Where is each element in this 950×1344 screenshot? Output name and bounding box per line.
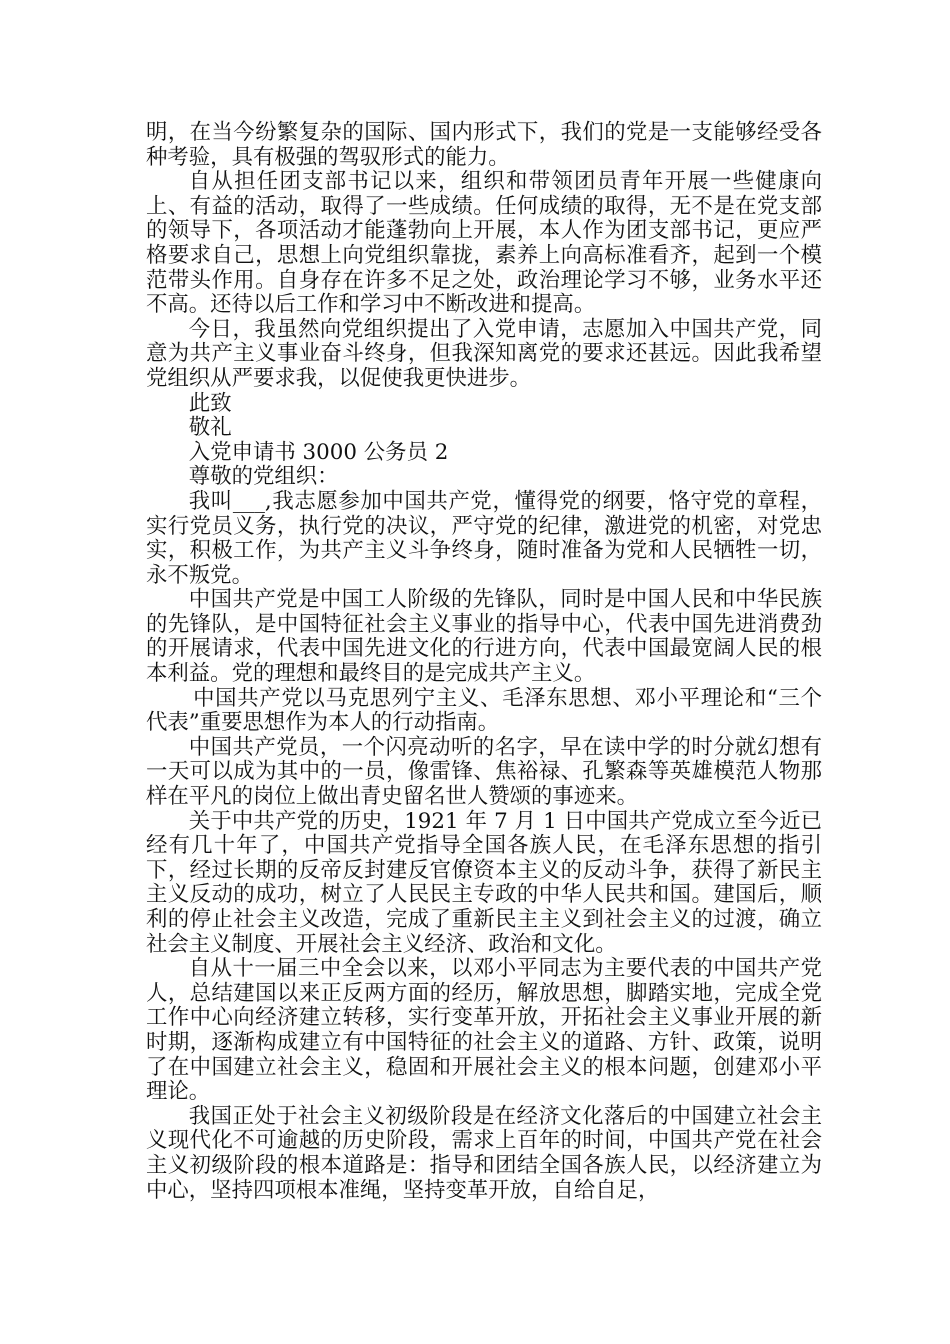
document-body [146, 121, 822, 1203]
closing-salutation-2: 敬礼 [188, 415, 232, 441]
closing-salutation-1: 此致 [188, 390, 232, 416]
paragraph: 明，在当今纷繁复杂的国际、国内形式下，我们的党是一支能够经受各种考验，具有极强的驾驭形式的能力。 [146, 120, 822, 170]
paragraph: 中国共产党是中国工人阶级的先锋队，同时是中国人民和中华民族的先锋队，是中国特征社会主义事业的指导中心，代表中国先进消费劲的开展请求，代表中国先进文化的行进方向，代表中国最宽阔人民的根本利益。党的理想和最终目的是完成共产主义。 [146, 587, 822, 687]
greeting: 尊敬的党组织： [188, 464, 339, 490]
paragraph: 我叫___,我志愿参加中国共产党，懂得党的纲要，恪守党的章程，实行党员义务，执行党的决议，严守党的纪律，激进党的机密，对党忠实，积极工作，为共产主义斗争终身，随时准备为党和人民牺牲一切，永不叛党。 [146, 488, 822, 588]
paragraph: 中国共产党员，一个闪亮动听的名字，早在读中学的时分就幻想有一天可以成为其中的一员，像雷锋、焦裕禄、孔繁森等英雄模范人物那样在平凡的岗位上做出青史留名世人赞颂的事迹来。 [146, 734, 822, 810]
section-title: 入党申请书 3000 公务员 2 [188, 439, 449, 465]
paragraph: 自从十一届三中全会以来，以邓小平同志为主要代表的中国共产党人，总结建国以来正反两方面的经历，解放思想，脚踏实地，完成全党工作中心向经济建立转移，实行变革开放，开拓社会主义事业开展的新时期，逐渐构成建立有中国特征的社会主义的道路、方针、政策，说明了在中国建立社会主义，稳固和开展社会主义的根本问题，创建邓小平理论。 [146, 956, 822, 1105]
paragraph: 自从担任团支部书记以来，组织和带领团员青年开展一些健康向上、有益的活动，取得了一些成绩。任何成绩的取得，无不是在党支部的领导下，各项活动才能蓬勃向上开展，本人作为团支部书记，更应严格要求自己，思想上向党组织靠拢，素养上向高标准看齐，起到一个模范带头作用。自身存在许多不足之处，政治理论学习不够，业务水平还不高。还待以后工作和学习中不断改进和提高。 [146, 169, 822, 318]
paragraph: 今日，我虽然向党组织提出了入党申请，志愿加入中国共产党，同意为共产主义事业奋斗终身，但我深知离党的要求还甚远。因此我希望党组织从严要求我，以促使我更快进步。 [146, 316, 822, 391]
paragraph: 中国共产党以马克思列宁主义、毛泽东思想、邓小平理论和“三个代表”重要思想作为本人的行动指南。 [146, 685, 822, 736]
paragraph: 我国正处于社会主义初级阶段是在经济文化落后的中国建立社会主义现代化不可逾越的历史阶段，需求上百年的时间，中国共产党在社会主义初级阶段的根本道路是：指导和团结全国各族人民，以经济建立为中心，坚持四项根本准绳，坚持变革开放，自给自足， [146, 1103, 822, 1203]
paragraph: 关于中共产党的历史，1921 年 7 月 1 日中国共产党成立至今近已经有几十年了，中国共产党指导全国各族人民，在毛泽东思想的指引下，经过长期的反帝反封建反官僚资本主义的反动斗争，获得了新民主主义反动的成功，树立了人民民主专政的中华人民共和国。建国后，顺利的停止社会主义改造，完成了重新民主主义到社会主义的过渡，确立社会主义制度、开展社会主义经济、政治和文化。 [146, 808, 822, 957]
